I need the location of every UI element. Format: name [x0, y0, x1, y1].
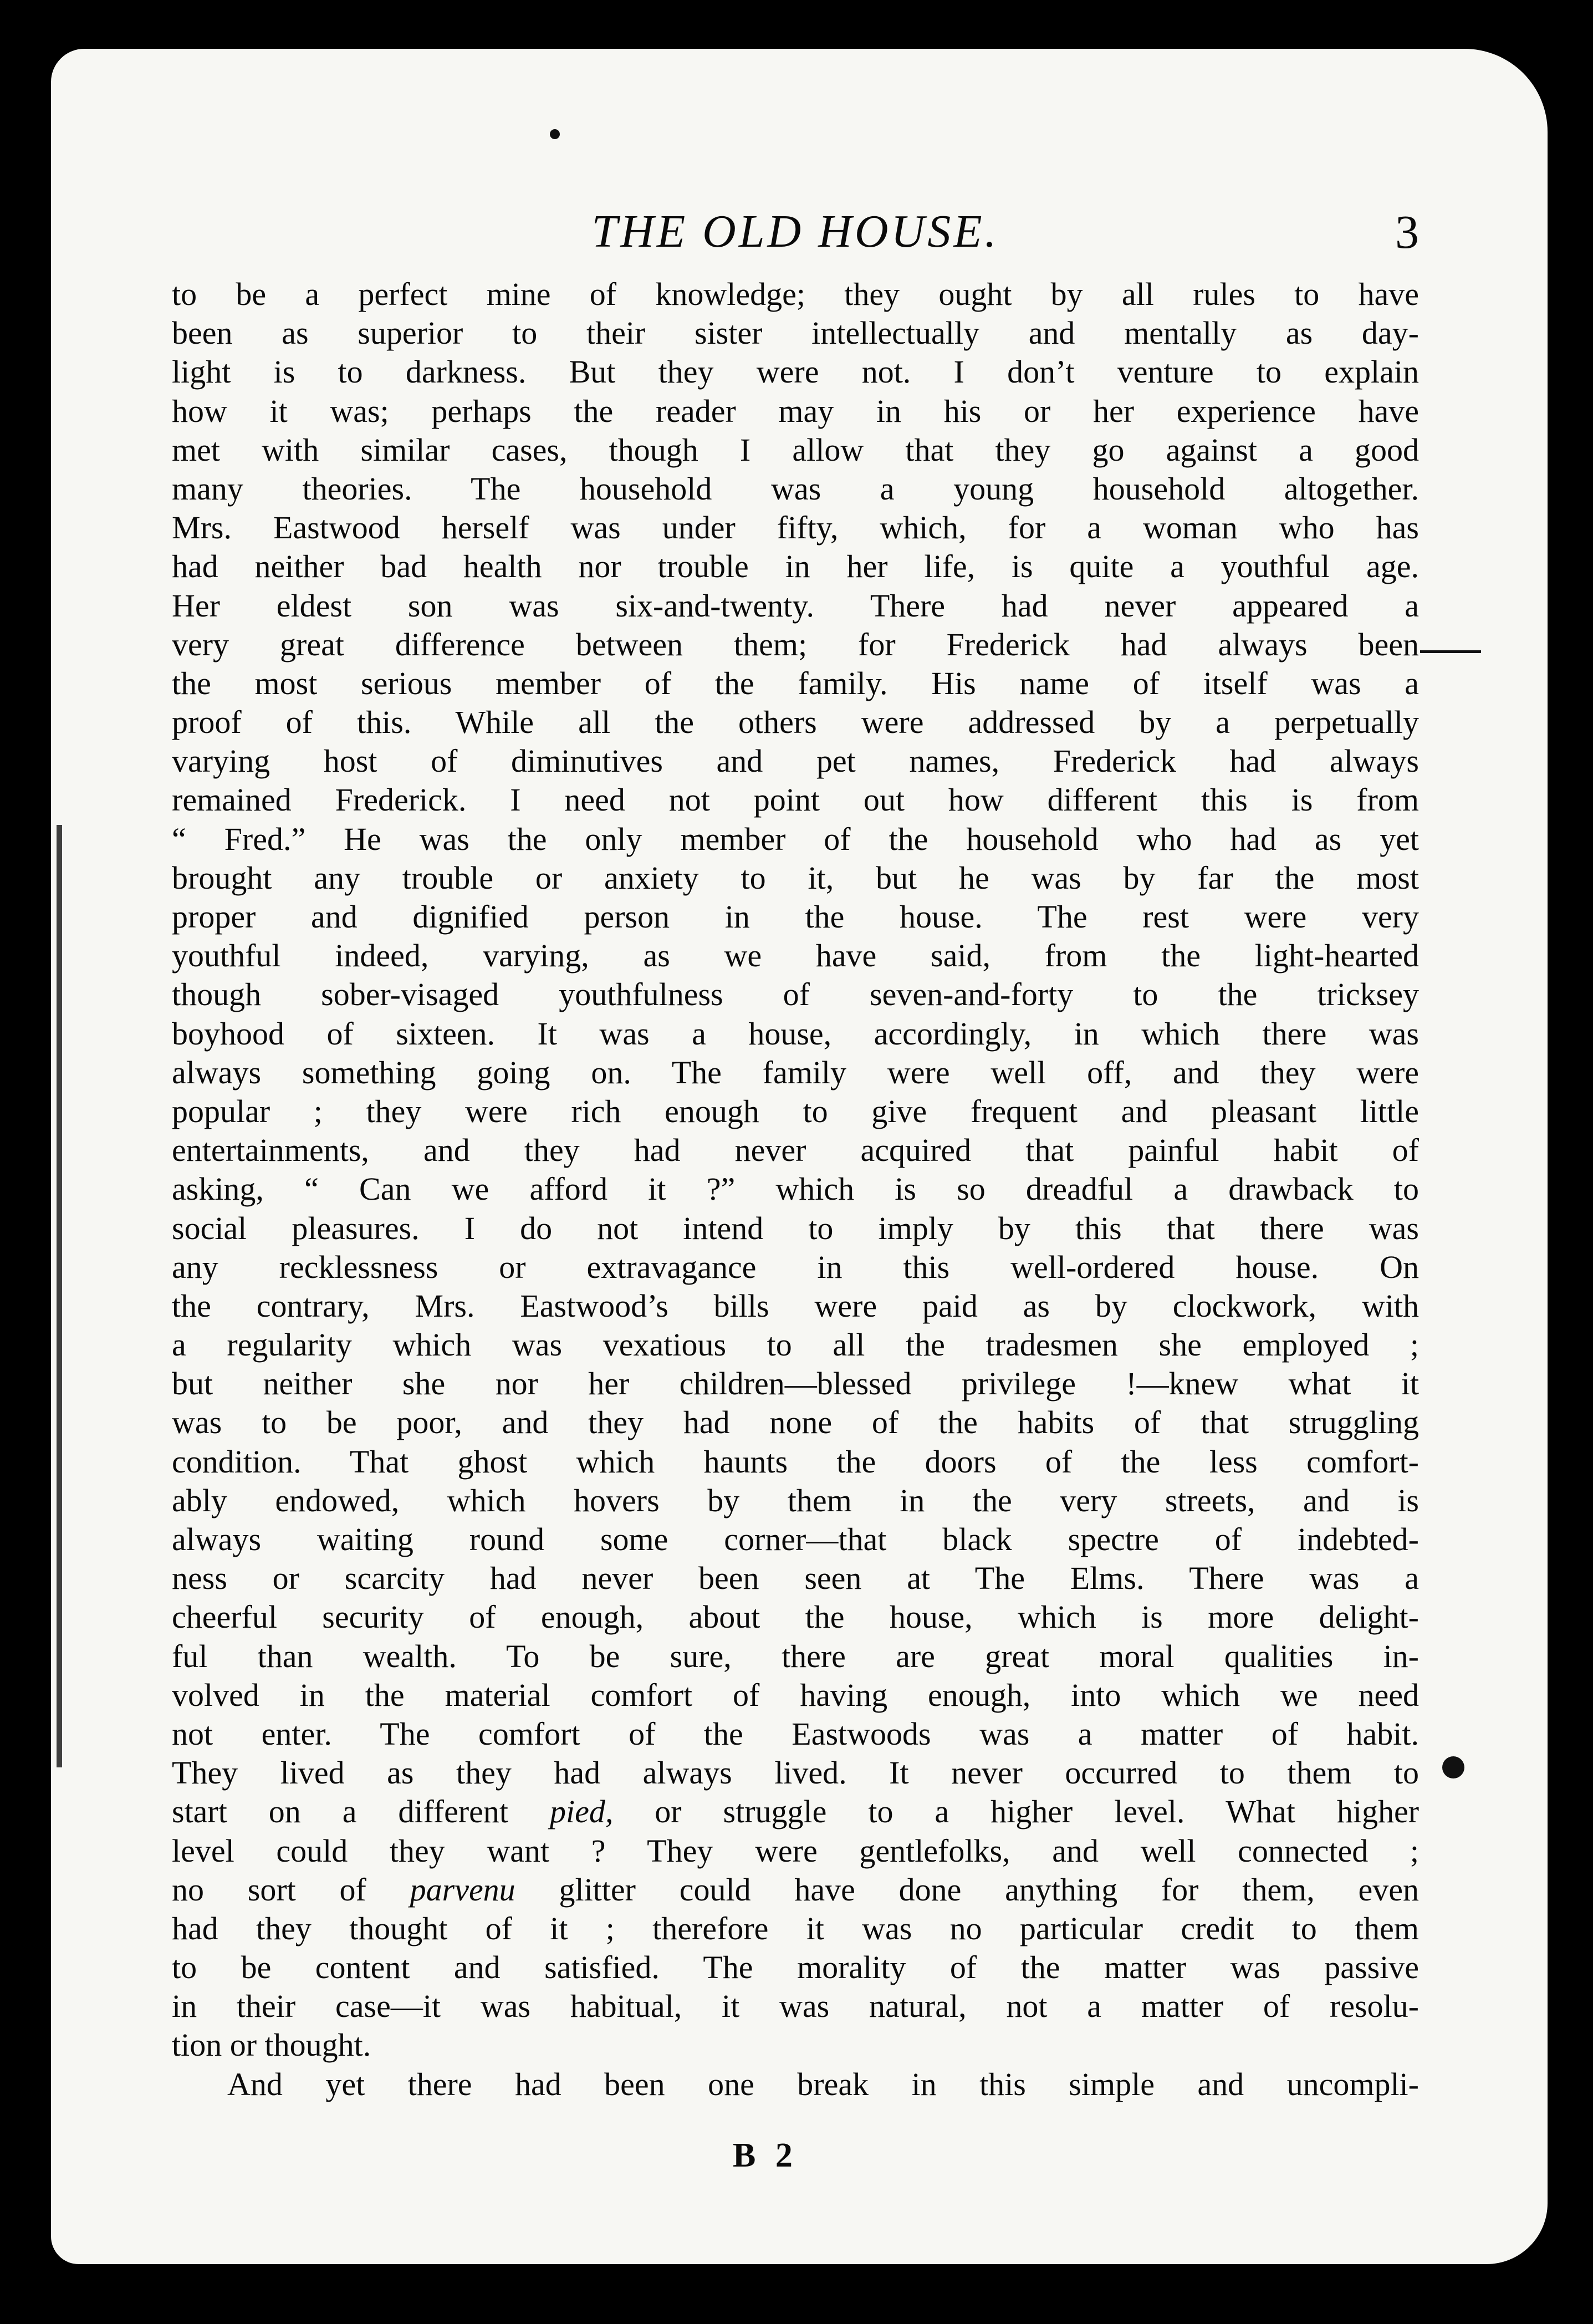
text-line: level could they want ? They were gentlefolks, and well connected ;	[172, 1832, 1419, 1869]
text-line: remained Frederick. I need not point out how different this is from	[172, 782, 1419, 818]
book-page	[51, 49, 1548, 2264]
text-line: the contrary, Mrs. Eastwood’s bills were paid as by clockwork, with	[172, 1287, 1419, 1324]
italic-word: parvenu	[410, 1871, 515, 1908]
text-run: or struggle to a higher level. What higher	[613, 1793, 1420, 1830]
text-line: not enter. The comfort of the Eastwoods was a matter of habit.	[172, 1715, 1419, 1752]
text-line: boyhood of sixteen. It was a house, accordingly, in which there was	[172, 1015, 1419, 1052]
text-line: They lived as they had always lived. It never occurred to them to	[172, 1755, 1419, 1791]
text-line: popular ; they were rich enough to give frequent and pleasant little	[172, 1093, 1419, 1129]
text-line: social pleasures. I do not intend to imply by this that there was	[172, 1210, 1419, 1246]
text-line: but neither she nor her children—blessed privilege !—knew what it	[172, 1365, 1419, 1402]
text-line: tion or thought.	[172, 2027, 371, 2063]
ink-speck	[550, 129, 560, 139]
text-line: very great difference between them; for Frederick had always been	[172, 626, 1419, 662]
text-line: proof of this. While all the others were addressed by a perpetually	[172, 704, 1419, 741]
text-line: Her eldest son was six-and-twenty. There had never appeared a	[172, 587, 1419, 624]
page-number: 3	[1395, 205, 1419, 258]
text-line: youthful indeed, varying, as we have said, from the light-hearted	[172, 937, 1419, 974]
text-run: start on a different	[172, 1793, 550, 1830]
margin-mark	[1442, 1756, 1464, 1778]
text-line: brought any trouble or anxiety to it, but he was by far the most	[172, 859, 1419, 896]
page-header	[172, 187, 1419, 276]
margin-mark	[1420, 650, 1481, 653]
text-line: volved in the material comfort of having enough, into which we need	[172, 1676, 1419, 1713]
text-line: to be content and satisfied. The morality of the matter was passive	[172, 1949, 1419, 1986]
italic-word: pied,	[549, 1793, 614, 1830]
text-line: a regularity which was vexatious to all the tradesmen she employed ;	[172, 1327, 1419, 1363]
running-head: THE OLD HOUSE.	[591, 206, 999, 257]
text-line: cheerful security of enough, about the house, which is more delight-	[172, 1599, 1419, 1635]
text-line: Mrs. Eastwood herself was under fifty, which, for a woman who has	[172, 509, 1419, 546]
text-line: in their case—it was habitual, it was natural, not a matter of resolu-	[172, 1988, 1419, 2025]
text-line: condition. That ghost which haunts the doors of the less comfort-	[172, 1443, 1419, 1480]
text-line: any recklessness or extravagance in this well-ordered house. On	[172, 1248, 1419, 1285]
text-line: asking, “ Can we afford it ?” which is so dreadful a drawback to	[172, 1171, 1419, 1207]
text-line: proper and dignified person in the house. The rest were very	[172, 899, 1419, 935]
text-line: how it was; perhaps the reader may in his or her experience have	[172, 393, 1419, 429]
text-line: the most serious member of the family. His name of itself was a	[172, 665, 1419, 701]
text-line: ful than wealth. To be sure, there are great moral qualities in-	[172, 1638, 1419, 1674]
text-run: glitter could have done anything for them, even	[515, 1871, 1419, 1908]
text-line: had neither bad health nor trouble in her life, is quite a youthful age.	[172, 548, 1419, 585]
body-text	[172, 275, 1419, 2104]
text-line: always something going on. The family were well off, and they were	[172, 1054, 1419, 1090]
text-line: varying host of diminutives and pet names, Frederick had always	[172, 743, 1419, 779]
text-line: had they thought of it ; therefore it was no particular credit to them	[172, 1910, 1419, 1946]
text-line: met with similar cases, though I allow that they go against a good	[172, 431, 1419, 468]
text-line: been as superior to their sister intellectually and mentally as day-	[172, 315, 1419, 351]
text-line: to be a perfect mine of knowledge; they ought by all rules to have	[172, 276, 1419, 312]
text-line: entertainments, and they had never acquired that painful habit of	[172, 1132, 1419, 1169]
text-line: always waiting round some corner—that black spectre of indebted-	[172, 1521, 1419, 1557]
text-line	[172, 1871, 1419, 1909]
text-line: ably endowed, which hovers by them in the very streets, and is	[172, 1482, 1419, 1518]
text-line: was to be poor, and they had none of the habits of that struggling	[172, 1404, 1419, 1441]
margin-mark	[57, 825, 62, 1767]
text-line: light is to darkness. But they were not. I don’t venture to explain	[172, 354, 1419, 390]
text-line: And yet there had been one break in this simple and uncompli-	[227, 2066, 1419, 2102]
text-line: many theories. The household was a young household altogether.	[172, 470, 1419, 507]
signature-mark: B 2	[733, 2137, 798, 2174]
text-line	[172, 1792, 1419, 1831]
text-line: though sober-visaged youthfulness of seven-and-forty to the tricksey	[172, 976, 1419, 1013]
text-run: no sort of	[172, 1871, 410, 1908]
text-line: ness or scarcity had never been seen at The Elms. There was a	[172, 1560, 1419, 1597]
text-line: “ Fred.” He was the only member of the household who had as yet	[172, 820, 1419, 857]
